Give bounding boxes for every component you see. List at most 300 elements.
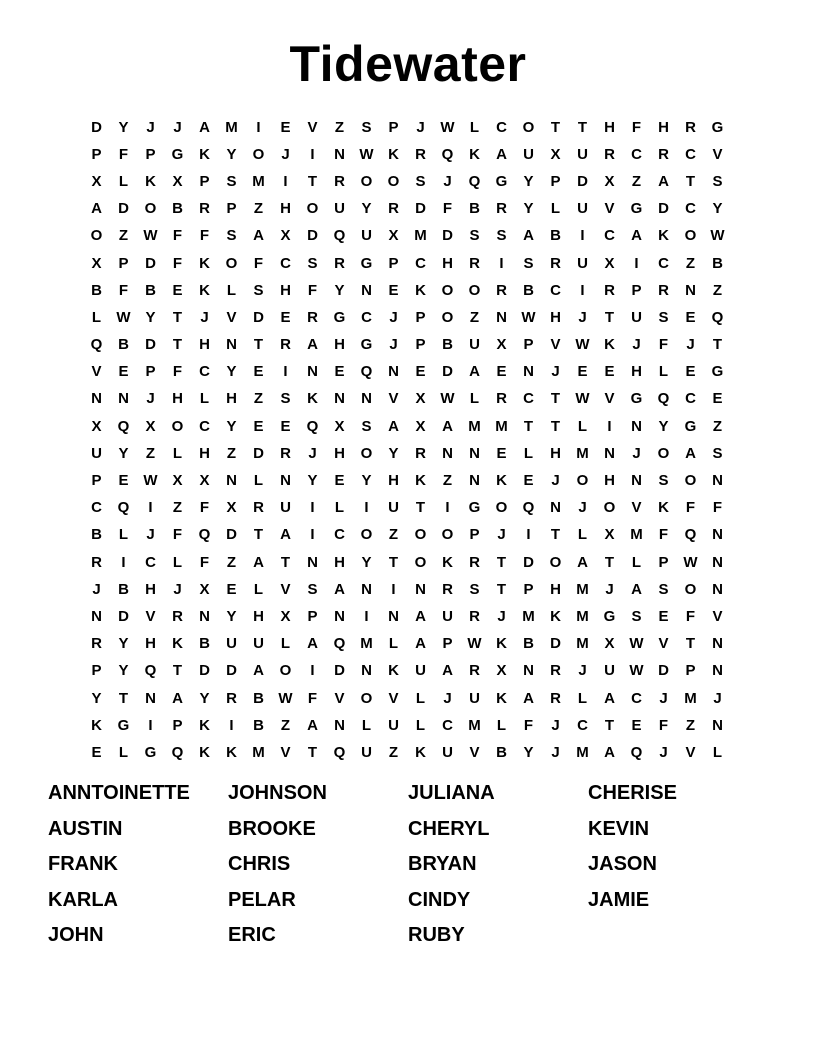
- grid-letter: T: [604, 308, 615, 326]
- grid-letter: N: [550, 499, 561, 517]
- grid-letter: Q: [360, 363, 373, 381]
- grid-letter: X: [496, 336, 507, 354]
- grid-letter: R: [253, 499, 264, 517]
- grid-row: [83, 658, 731, 685]
- grid-letter: I: [499, 254, 504, 272]
- grid-letter: L: [361, 716, 372, 734]
- grid-letter: I: [445, 499, 450, 517]
- grid-letter: D: [442, 227, 453, 245]
- grid-letter: W: [278, 689, 293, 707]
- grid-letter: W: [116, 308, 131, 326]
- grid-letter: R: [469, 607, 480, 625]
- grid-letter: O: [225, 254, 238, 272]
- grid-letter: G: [117, 716, 130, 734]
- grid-letter: L: [199, 390, 210, 408]
- grid-letter: K: [199, 281, 210, 299]
- grid-letter: K: [199, 716, 210, 734]
- grid-letter: B: [469, 200, 480, 218]
- grid-letter: E: [577, 363, 588, 381]
- grid-letter: F: [172, 363, 183, 381]
- grid-letter: O: [360, 689, 373, 707]
- grid-letter: L: [577, 526, 588, 544]
- grid-letter: L: [523, 444, 534, 462]
- grid-row: [83, 168, 731, 195]
- grid-letter: J: [281, 145, 290, 163]
- grid-letter: C: [334, 526, 345, 544]
- grid-letter: T: [307, 743, 318, 761]
- grid-letter: J: [443, 689, 452, 707]
- grid-letter: X: [604, 526, 615, 544]
- grid-letter: Z: [469, 308, 480, 326]
- grid-letter: N: [685, 281, 696, 299]
- grid-letter: T: [550, 417, 561, 435]
- grid-letter: T: [253, 526, 264, 544]
- grid-letter: H: [145, 580, 156, 598]
- grid-letter: A: [442, 662, 453, 680]
- grid-row: [83, 332, 731, 359]
- grid-letter: L: [469, 390, 480, 408]
- grid-letter: H: [172, 390, 183, 408]
- grid-row: [83, 196, 731, 223]
- grid-letter: J: [416, 118, 425, 136]
- grid-letter: Q: [306, 417, 319, 435]
- grid-letter: T: [496, 580, 507, 598]
- grid-letter: R: [334, 254, 345, 272]
- grid-letter: Y: [226, 363, 237, 381]
- grid-letter: E: [658, 607, 669, 625]
- grid-letter: K: [415, 281, 426, 299]
- grid-letter: Q: [522, 499, 535, 517]
- grid-letter: L: [253, 472, 264, 490]
- grid-letter: N: [334, 390, 345, 408]
- grid-letter: N: [226, 336, 237, 354]
- grid-letter: Z: [253, 200, 264, 218]
- grid-row: [83, 359, 731, 386]
- grid-letter: G: [684, 417, 697, 435]
- grid-letter: N: [496, 308, 507, 326]
- grid-letter: E: [172, 281, 183, 299]
- grid-letter: J: [146, 390, 155, 408]
- grid-letter: S: [658, 580, 669, 598]
- grid-letter: J: [659, 689, 668, 707]
- grid-row: [83, 467, 731, 494]
- grid-letter: X: [604, 172, 615, 190]
- grid-letter: C: [145, 553, 156, 571]
- grid-letter: I: [580, 227, 585, 245]
- grid-letter: Y: [361, 553, 372, 571]
- grid-letter: K: [145, 172, 156, 190]
- word-bank-item: ANNTOINETTE: [48, 782, 190, 804]
- grid-letter: R: [334, 172, 345, 190]
- grid-letter: J: [389, 308, 398, 326]
- grid-letter: P: [685, 662, 696, 680]
- grid-letter: S: [253, 281, 264, 299]
- grid-letter: V: [388, 689, 399, 707]
- grid-letter: H: [334, 553, 345, 571]
- grid-letter: L: [388, 635, 399, 653]
- grid-letter: Z: [712, 281, 723, 299]
- grid-letter: K: [172, 635, 183, 653]
- grid-letter: R: [280, 444, 291, 462]
- grid-letter: N: [361, 390, 372, 408]
- grid-letter: U: [415, 662, 426, 680]
- grid-letter: R: [415, 444, 426, 462]
- grid-letter: F: [523, 716, 534, 734]
- grid-letter: N: [469, 444, 480, 462]
- grid-letter: J: [497, 526, 506, 544]
- grid-letter: H: [442, 254, 453, 272]
- grid-letter: Z: [145, 444, 156, 462]
- grid-letter: O: [171, 417, 184, 435]
- grid-letter: A: [631, 227, 642, 245]
- grid-letter: D: [145, 254, 156, 272]
- word-bank-item: JOHN: [48, 924, 104, 946]
- grid-letter: E: [280, 118, 291, 136]
- grid-letter: C: [523, 390, 534, 408]
- grid-letter: F: [658, 716, 669, 734]
- word-bank-item: KARLA: [48, 888, 118, 911]
- grid-row: [83, 603, 731, 630]
- grid-letter: M: [576, 607, 589, 625]
- grid-letter: F: [199, 553, 210, 571]
- grid-letter: V: [334, 689, 345, 707]
- grid-letter: W: [143, 227, 158, 245]
- grid-letter: Y: [199, 689, 210, 707]
- grid-letter: I: [310, 662, 315, 680]
- grid-letter: G: [144, 743, 157, 761]
- grid-letter: J: [200, 308, 209, 326]
- grid-letter: Q: [90, 336, 103, 354]
- grid-letter: U: [577, 200, 588, 218]
- grid-letter: B: [118, 336, 129, 354]
- grid-letter: F: [712, 499, 723, 517]
- grid-letter: G: [630, 390, 643, 408]
- grid-letter: Y: [712, 200, 723, 218]
- grid-letter: I: [391, 580, 396, 598]
- grid-letter: L: [91, 308, 102, 326]
- grid-letter: N: [280, 472, 291, 490]
- grid-letter: O: [360, 526, 373, 544]
- grid-letter: E: [388, 281, 399, 299]
- grid-letter: P: [523, 336, 534, 354]
- grid-row: [83, 522, 731, 549]
- grid-letter: P: [91, 662, 102, 680]
- grid-letter: E: [253, 363, 264, 381]
- grid-letter: Z: [334, 118, 345, 136]
- grid-letter: M: [414, 227, 427, 245]
- grid-letter: H: [334, 336, 345, 354]
- grid-letter: I: [607, 417, 612, 435]
- grid-letter: J: [92, 580, 101, 598]
- grid-letter: E: [91, 743, 102, 761]
- grid-letter: C: [550, 281, 561, 299]
- grid-letter: J: [578, 662, 587, 680]
- grid-letter: G: [711, 118, 724, 136]
- grid-letter: O: [306, 200, 319, 218]
- grid-row: [83, 712, 731, 739]
- grid-letter: B: [523, 281, 534, 299]
- grid-letter: U: [253, 635, 264, 653]
- grid-row: [83, 631, 731, 658]
- grid-letter: K: [496, 635, 507, 653]
- grid-letter: D: [145, 336, 156, 354]
- grid-letter: S: [469, 580, 480, 598]
- grid-letter: T: [712, 336, 723, 354]
- grid-letter: V: [712, 607, 723, 625]
- grid-letter: S: [496, 227, 507, 245]
- grid-letter: J: [686, 336, 695, 354]
- word-bank-item: BRYAN: [408, 853, 477, 875]
- grid-row: [83, 223, 731, 250]
- grid-letter: J: [443, 172, 452, 190]
- grid-letter: A: [172, 689, 183, 707]
- grid-letter: F: [172, 254, 183, 272]
- grid-letter: A: [469, 363, 480, 381]
- grid-row: [83, 250, 731, 277]
- grid-letter: O: [441, 526, 454, 544]
- grid-letter: T: [172, 308, 183, 326]
- grid-letter: L: [118, 743, 129, 761]
- grid-letter: S: [469, 227, 480, 245]
- grid-letter: B: [253, 689, 264, 707]
- grid-letter: J: [146, 526, 155, 544]
- grid-letter: M: [360, 635, 373, 653]
- grid-letter: L: [172, 444, 183, 462]
- grid-letter: T: [496, 553, 507, 571]
- grid-letter: J: [632, 444, 641, 462]
- grid-row: [83, 141, 731, 168]
- grid-letter: Y: [226, 607, 237, 625]
- grid-letter: X: [415, 417, 426, 435]
- grid-letter: D: [658, 662, 669, 680]
- grid-letter: F: [685, 607, 696, 625]
- grid-letter: F: [118, 281, 129, 299]
- grid-letter: F: [199, 499, 210, 517]
- grid-letter: D: [415, 200, 426, 218]
- grid-letter: O: [360, 172, 373, 190]
- grid-letter: L: [577, 417, 588, 435]
- grid-letter: U: [523, 145, 534, 163]
- grid-letter: Z: [280, 716, 291, 734]
- grid-letter: V: [226, 308, 237, 326]
- grid-letter: A: [631, 580, 642, 598]
- grid-letter: T: [523, 417, 534, 435]
- grid-letter: F: [172, 526, 183, 544]
- grid-letter: H: [604, 472, 615, 490]
- grid-letter: V: [307, 118, 318, 136]
- grid-letter: A: [253, 662, 264, 680]
- grid-letter: O: [414, 553, 427, 571]
- grid-letter: R: [172, 607, 183, 625]
- grid-letter: V: [280, 580, 291, 598]
- grid-letter: M: [468, 716, 481, 734]
- grid-letter: Y: [118, 662, 129, 680]
- grid-letter: R: [496, 200, 507, 218]
- grid-letter: F: [307, 689, 318, 707]
- grid-letter: V: [469, 743, 480, 761]
- grid-letter: J: [659, 743, 668, 761]
- word-bank-item: CHERYL: [408, 817, 490, 840]
- grid-letter: S: [631, 607, 642, 625]
- grid-letter: E: [496, 444, 507, 462]
- grid-letter: O: [657, 444, 670, 462]
- grid-letter: Y: [361, 200, 372, 218]
- grid-letter: U: [280, 499, 291, 517]
- grid-letter: Z: [388, 526, 399, 544]
- grid-letter: Z: [631, 172, 642, 190]
- grid-letter: P: [388, 254, 399, 272]
- grid-letter: W: [143, 472, 158, 490]
- grid-letter: K: [199, 254, 210, 272]
- word-bank-item: JASON: [588, 853, 657, 875]
- grid-letter: J: [551, 743, 560, 761]
- grid-letter: N: [91, 390, 102, 408]
- grid-letter: T: [388, 553, 399, 571]
- grid-letter: J: [551, 363, 560, 381]
- grid-letter: E: [118, 472, 129, 490]
- grid-letter: U: [388, 716, 399, 734]
- grid-letter: G: [333, 308, 346, 326]
- grid-letter: V: [685, 743, 696, 761]
- grid-letter: Y: [91, 689, 102, 707]
- grid-letter: B: [253, 716, 264, 734]
- grid-letter: U: [388, 499, 399, 517]
- grid-letter: X: [91, 254, 102, 272]
- grid-letter: O: [252, 145, 265, 163]
- grid-letter: E: [496, 363, 507, 381]
- grid-letter: M: [468, 417, 481, 435]
- grid-letter: A: [334, 580, 345, 598]
- grid-letter: I: [148, 499, 153, 517]
- grid-letter: K: [199, 145, 210, 163]
- grid-letter: D: [658, 200, 669, 218]
- grid-letter: C: [280, 254, 291, 272]
- grid-letter: N: [388, 607, 399, 625]
- grid-letter: S: [523, 254, 534, 272]
- grid-letter: D: [334, 662, 345, 680]
- grid-letter: D: [253, 308, 264, 326]
- grid-letter: Q: [198, 526, 211, 544]
- grid-letter: Y: [388, 444, 399, 462]
- grid-letter: D: [118, 607, 129, 625]
- grid-letter: A: [604, 743, 615, 761]
- grid-letter: Y: [226, 145, 237, 163]
- grid-letter: T: [280, 553, 291, 571]
- grid-letter: V: [631, 499, 642, 517]
- grid-letter: Q: [441, 145, 454, 163]
- grid-letter: N: [712, 553, 723, 571]
- grid-letter: T: [550, 118, 561, 136]
- grid-letter: W: [575, 336, 590, 354]
- grid-letter: Y: [226, 417, 237, 435]
- grid-letter: B: [442, 336, 453, 354]
- grid-letter: O: [549, 553, 562, 571]
- grid-letter: X: [145, 417, 156, 435]
- grid-letter: U: [226, 635, 237, 653]
- grid-letter: E: [334, 363, 345, 381]
- grid-letter: A: [253, 227, 264, 245]
- grid-letter: I: [283, 363, 288, 381]
- grid-letter: I: [148, 716, 153, 734]
- grid-letter: O: [468, 281, 481, 299]
- grid-letter: A: [91, 200, 102, 218]
- grid-letter: V: [388, 390, 399, 408]
- grid-letter: D: [91, 118, 102, 136]
- grid-letter: S: [712, 444, 723, 462]
- grid-letter: R: [496, 390, 507, 408]
- word-bank-item: AUSTIN: [48, 817, 123, 840]
- grid-letter: P: [172, 716, 183, 734]
- grid-letter: R: [550, 689, 561, 707]
- grid-letter: R: [469, 254, 480, 272]
- grid-letter: R: [91, 553, 102, 571]
- grid-letter: X: [388, 227, 399, 245]
- grid-letter: W: [629, 662, 644, 680]
- grid-letter: H: [280, 200, 291, 218]
- grid-letter: T: [604, 553, 615, 571]
- grid-letter: L: [415, 716, 426, 734]
- grid-letter: X: [226, 499, 237, 517]
- grid-letter: R: [469, 553, 480, 571]
- grid-letter: K: [496, 472, 507, 490]
- word-bank-item: CHRIS: [228, 853, 291, 875]
- grid-letter: F: [253, 254, 264, 272]
- grid-letter: Y: [145, 308, 156, 326]
- grid-letter: E: [685, 308, 696, 326]
- grid-letter: Z: [442, 472, 453, 490]
- grid-letter: N: [712, 580, 723, 598]
- grid-letter: J: [173, 580, 182, 598]
- grid-letter: O: [495, 499, 508, 517]
- grid-letter: N: [712, 472, 723, 490]
- grid-letter: S: [307, 254, 318, 272]
- grid-letter: N: [361, 281, 372, 299]
- grid-letter: C: [442, 716, 453, 734]
- grid-letter: K: [388, 145, 399, 163]
- grid-letter: T: [415, 499, 426, 517]
- grid-letter: P: [91, 472, 102, 490]
- grid-letter: H: [550, 308, 561, 326]
- grid-letter: E: [253, 417, 264, 435]
- grid-letter: D: [118, 200, 129, 218]
- grid-letter: C: [577, 716, 588, 734]
- grid-letter: A: [496, 145, 507, 163]
- grid-letter: X: [334, 417, 345, 435]
- grid-letter: W: [359, 145, 374, 163]
- grid-letter: K: [415, 472, 426, 490]
- grid-letter: P: [91, 145, 102, 163]
- grid-letter: R: [550, 662, 561, 680]
- grid-letter: W: [683, 553, 698, 571]
- grid-letter: N: [712, 716, 723, 734]
- grid-letter: F: [199, 227, 210, 245]
- grid-letter: O: [576, 472, 589, 490]
- grid-letter: Q: [333, 743, 346, 761]
- grid-letter: R: [604, 281, 615, 299]
- grid-letter: H: [253, 607, 264, 625]
- grid-row: [83, 114, 731, 141]
- grid-letter: U: [469, 336, 480, 354]
- grid-letter: L: [118, 172, 129, 190]
- grid-letter: U: [631, 308, 642, 326]
- grid-letter: U: [442, 607, 453, 625]
- word-bank-item: BROOKE: [228, 817, 316, 840]
- grid-letter: X: [172, 172, 183, 190]
- grid-letter: S: [361, 417, 372, 435]
- grid-letter: A: [253, 553, 264, 571]
- grid-letter: N: [469, 472, 480, 490]
- grid-row: [83, 549, 731, 576]
